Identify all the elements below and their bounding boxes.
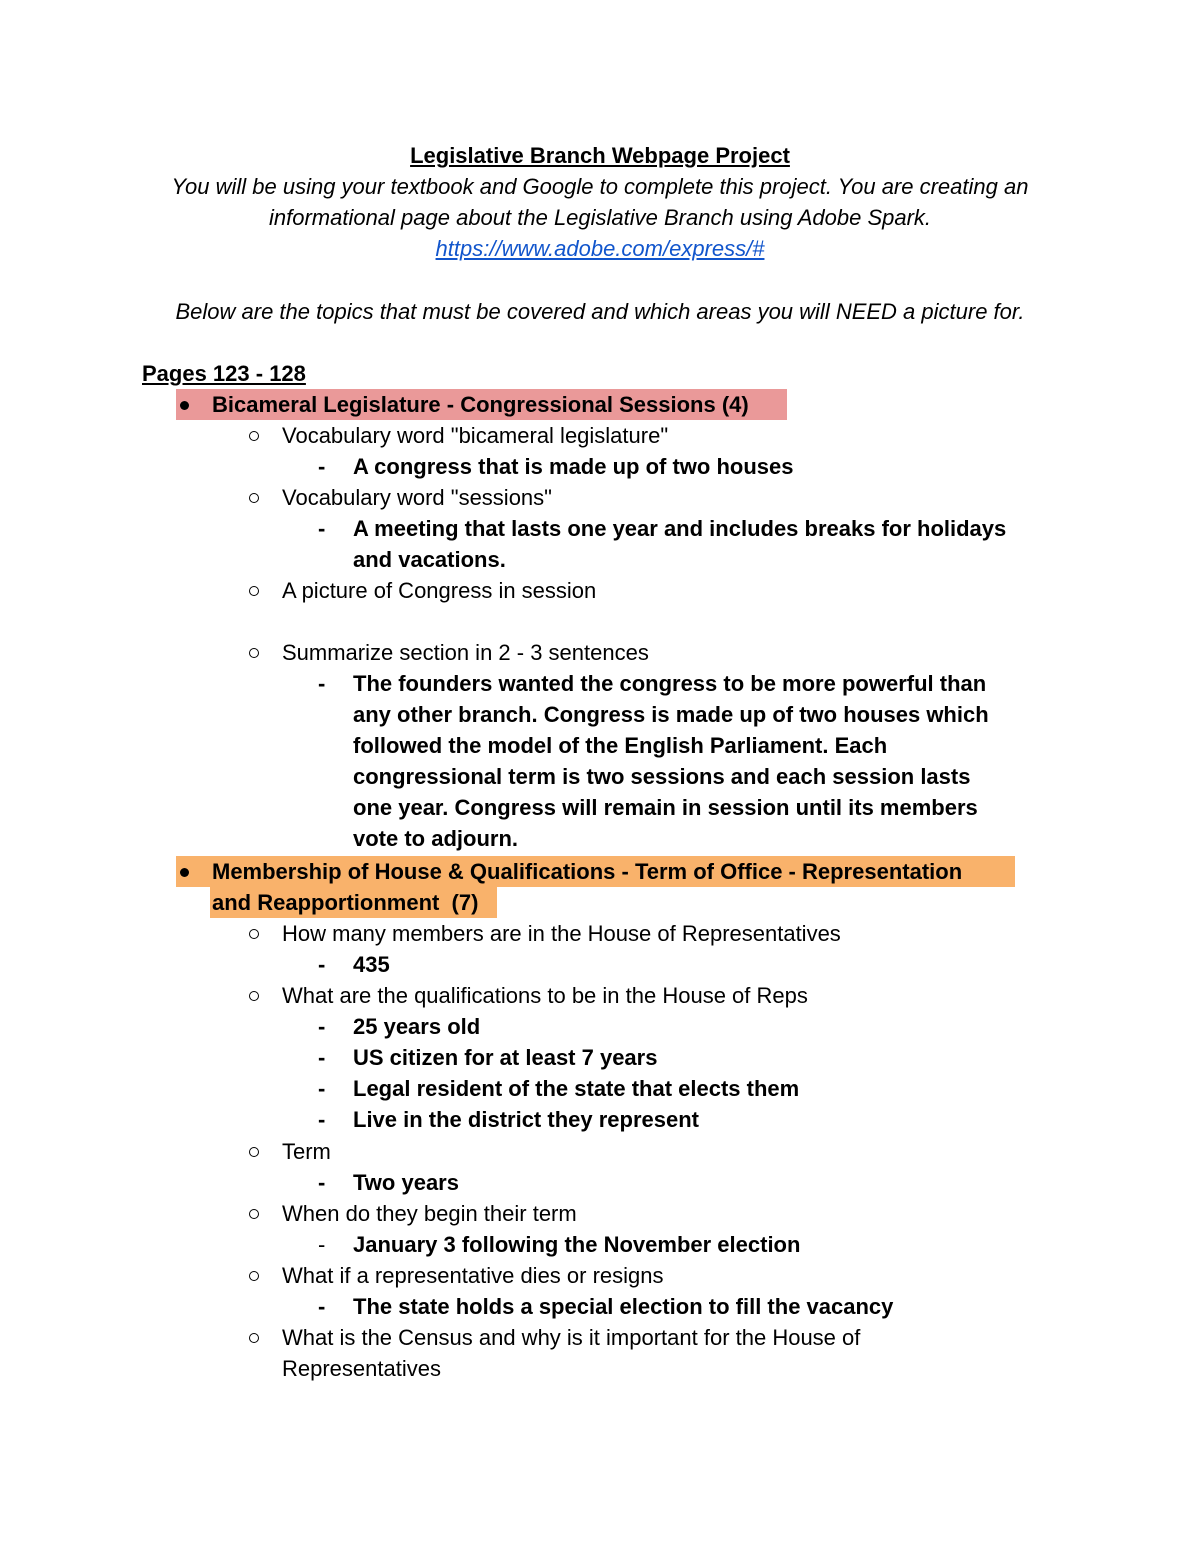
intro-line-1: You will be using your textbook and Google to complete this project. You are creating an bbox=[171, 174, 1029, 199]
topic-1-item-1: Vocabulary word "bicameral legislature" bbox=[282, 423, 669, 448]
qualification-3: Legal resident of the state that elects them bbox=[353, 1076, 800, 1101]
qualification-4: Live in the district they represent bbox=[353, 1107, 699, 1132]
summary-line-5: one year. Congress will remain in session until its members bbox=[353, 795, 978, 820]
adobe-express-link[interactable]: https://www.adobe.com/express/# bbox=[435, 236, 765, 261]
summary-line-6: vote to adjourn. bbox=[353, 826, 518, 851]
dash-icon: - bbox=[318, 1107, 326, 1132]
topic-2-item-1: How many members are in the House of Representatives bbox=[282, 921, 841, 946]
document-title: Legislative Branch Webpage Project bbox=[410, 143, 790, 168]
topic-1-item-1-answer: A congress that is made up of two houses bbox=[353, 454, 794, 479]
topic-2-item-6-line-2: Representatives bbox=[282, 1356, 441, 1381]
circle-bullet-icon bbox=[249, 431, 259, 441]
topic-2-item-2: What are the qualifications to be in the House of Reps bbox=[282, 983, 808, 1008]
topic-2-label-line-2: and Reapportionment (7) bbox=[212, 890, 479, 915]
topic-1-item-2-answer-line-1: A meeting that lasts one year and includes breaks for holidays bbox=[353, 516, 1007, 541]
topic-2-item-4: When do they begin their term bbox=[282, 1201, 577, 1226]
topic-2-item-1-answer: 435 bbox=[353, 952, 390, 977]
link-row bbox=[0, 233, 1200, 264]
summary-line-3: followed the model of the English Parliament. Each bbox=[353, 733, 888, 758]
summary-line-4: congressional term is two sessions and each session lasts bbox=[353, 764, 971, 789]
dash-icon: - bbox=[318, 952, 326, 977]
dash-icon: - bbox=[318, 1076, 326, 1101]
dash-icon: - bbox=[318, 516, 326, 541]
intro-line-2: informational page about the Legislative Branch using Adobe Spark. bbox=[268, 205, 932, 230]
circle-bullet-icon bbox=[249, 586, 259, 596]
dash-icon: - bbox=[318, 1014, 326, 1039]
circle-bullet-icon bbox=[249, 1333, 259, 1343]
circle-bullet-icon bbox=[249, 991, 259, 1001]
summary-line-1: The founders wanted the congress to be more powerful than bbox=[353, 671, 987, 696]
pages-heading: Pages 123 - 128 bbox=[142, 361, 306, 386]
topic-2-label-line-1: Membership of House & Qualifications - Term of Office - Representation bbox=[212, 859, 963, 884]
bullet-icon bbox=[180, 868, 189, 877]
topic-2-item-5: What if a representative dies or resigns bbox=[282, 1263, 664, 1288]
topic-1-item-2-answer-line-2: and vacations. bbox=[353, 547, 506, 572]
qualification-1: 25 years old bbox=[353, 1014, 481, 1039]
topic-1-item-2: Vocabulary word "sessions" bbox=[282, 485, 552, 510]
dash-icon: - bbox=[318, 1294, 326, 1319]
circle-bullet-icon bbox=[249, 929, 259, 939]
circle-bullet-icon bbox=[249, 1271, 259, 1281]
dash-icon: - bbox=[318, 671, 326, 696]
topic-1-item-3: A picture of Congress in session bbox=[282, 578, 597, 603]
circle-bullet-icon bbox=[249, 648, 259, 658]
topic-1-item-4: Summarize section in 2 - 3 sentences bbox=[282, 640, 649, 665]
topic-1-label: Bicameral Legislature - Congressional Sessions (4) bbox=[212, 392, 749, 417]
topic-2-item-6-line-1: What is the Census and why is it important for the House of bbox=[282, 1325, 861, 1350]
dash-icon: - bbox=[318, 1045, 326, 1070]
topic-2-item-3: Term bbox=[282, 1139, 331, 1164]
instructions-text: Below are the topics that must be covered and which areas you will NEED a picture for. bbox=[175, 299, 1025, 324]
circle-bullet-icon bbox=[249, 1209, 259, 1219]
qualification-2: US citizen for at least 7 years bbox=[353, 1045, 658, 1070]
topic-2-item-4-answer: January 3 following the November election bbox=[353, 1232, 801, 1257]
topic-2-item-3-answer: Two years bbox=[353, 1170, 459, 1195]
bullet-icon bbox=[180, 401, 189, 410]
dash-icon: - bbox=[318, 454, 326, 479]
dash-icon: - bbox=[318, 1232, 326, 1257]
circle-bullet-icon bbox=[249, 493, 259, 503]
dash-icon: - bbox=[318, 1170, 326, 1195]
circle-bullet-icon bbox=[249, 1147, 259, 1157]
summary-line-2: any other branch. Congress is made up of two houses which bbox=[353, 702, 989, 727]
topic-2-item-5-answer: The state holds a special election to fill the vacancy bbox=[353, 1294, 894, 1319]
